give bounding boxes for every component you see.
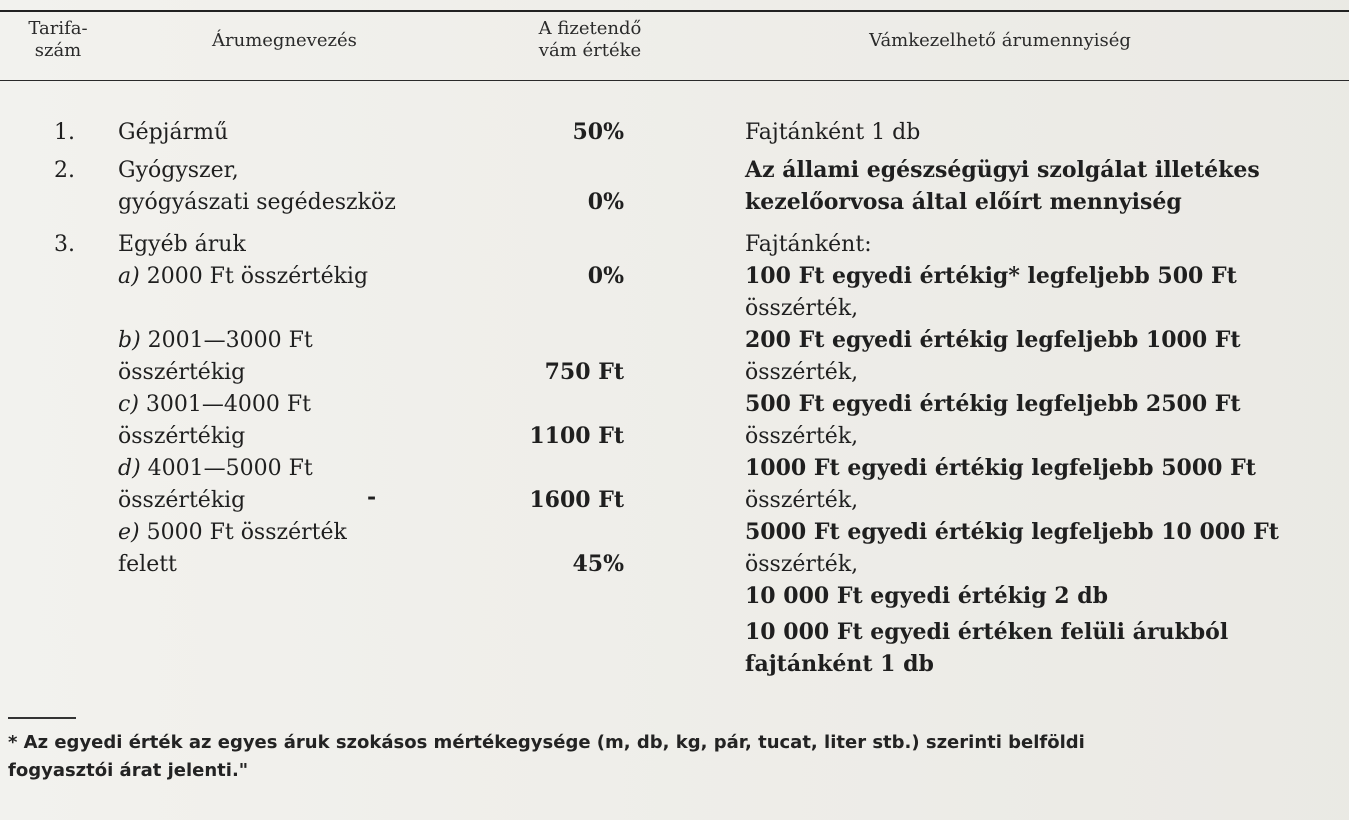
extra-quantity-line-1: 10 000 Ft egyedi értékig 2 db	[745, 583, 1108, 609]
subrow-value: 0%	[587, 263, 624, 289]
row-number: 1.	[54, 120, 75, 145]
footnote-rule	[8, 717, 76, 719]
footnote-line-2: fogyasztói árat jelenti."	[8, 760, 249, 781]
row-name: Gépjármű	[118, 120, 229, 145]
row-quantity: Fajtánként 1 db	[745, 120, 921, 145]
subrow-name-line-2: összértékig	[118, 424, 246, 449]
subrow-letter: e)	[118, 520, 140, 545]
subrow-quantity-line-2: összérték,	[745, 296, 859, 321]
subrow-name-line-1	[118, 260, 508, 293]
subrow-letter: c)	[118, 392, 139, 417]
row-quantity-line-1: Az állami egészségügyi szolgálat illetékes	[745, 157, 1260, 183]
header-vam-erteke-line-1: A fizetendő	[538, 18, 642, 39]
row-quantity-line-2: kezelőorvosa által előírt mennyiség	[745, 189, 1182, 215]
subrow-letter: b)	[118, 328, 141, 353]
subrow-quantity-line-1: 1000 Ft egyedi értékig legfeljebb 5000 Ft	[745, 455, 1256, 481]
subrow-quantity-line-2: összérték,	[745, 488, 859, 513]
subrow-name-line-2: összértékig	[118, 488, 246, 513]
top-rule	[0, 10, 1349, 12]
subrow-quantity-line-1: 5000 Ft egyedi értékig legfeljebb 10 000 Ft	[745, 519, 1279, 545]
row-number: 3.	[54, 232, 75, 257]
subrow-name-text: 5000 Ft összérték	[146, 520, 347, 545]
subrow-name-text: 4001—5000 Ft	[147, 456, 313, 481]
subrow-quantity-line-1: 500 Ft egyedi értékig legfeljebb 2500 Ft	[745, 391, 1241, 417]
subrow-quantity-line-2: összérték,	[745, 424, 859, 449]
subrow-quantity-line-1: 100 Ft egyedi értékig* legfeljebb 500 Ft	[745, 263, 1237, 289]
subrow-value: 1100 Ft	[529, 423, 624, 449]
header-tarifaszam-line-1: Tarifa-	[28, 18, 88, 39]
subrow-letter: d)	[118, 456, 141, 481]
subrow-letter: a)	[118, 264, 140, 289]
subrow-quantity-line-2: összérték,	[745, 360, 859, 385]
row-name: Egyéb áruk	[118, 232, 246, 257]
dash-mark: -	[367, 484, 377, 510]
extra-quantity-line-2: 10 000 Ft egyedi értéken felüli árukból	[745, 619, 1229, 645]
subrow-name-line-2: felett	[118, 552, 177, 577]
row-name-line-1: Gyógyszer,	[118, 158, 239, 183]
subrow-value: 1600 Ft	[529, 487, 624, 513]
subrow-name-line-1	[118, 324, 508, 357]
header-arumegnevezes: Árumegnevezés	[212, 30, 357, 51]
subrow-quantity-line-2: összérték,	[745, 552, 859, 577]
header-tarifaszam	[16, 18, 100, 62]
row-value: 0%	[587, 189, 624, 215]
subrow-name-line-2: összértékig	[118, 360, 246, 385]
footnote-line-1: * Az egyedi érték az egyes áruk szokásos mértékegysége (m, db, kg, pár, tucat, liter stb.) szerinti belföldi	[8, 732, 1085, 753]
row-number: 2.	[54, 158, 75, 183]
header-tarifaszam-line-2: szám	[34, 40, 82, 61]
subrow-name-line-1	[118, 452, 508, 485]
subrow-name-text: 2001—3000 Ft	[147, 328, 313, 353]
footnote	[8, 729, 1340, 785]
extra-quantity-line-3: fajtánként 1 db	[745, 651, 934, 677]
subrow-quantity-line-1: 200 Ft egyedi értékig legfeljebb 1000 Ft	[745, 327, 1241, 353]
header-vam-erteke-line-2: vám értéke	[538, 40, 642, 61]
subrow-name-line-1	[118, 388, 508, 421]
subrow-name-text: 2000 Ft összértékig	[146, 264, 369, 289]
header-arumennyiseg: Vámkezelhető árumennyiség	[869, 30, 1131, 51]
subrow-name-line-1	[118, 516, 508, 549]
row-quantity: Fajtánként:	[745, 232, 872, 257]
header-vam-erteke	[510, 18, 670, 62]
subrow-name-text: 3001—4000 Ft	[145, 392, 311, 417]
subrow-value: 45%	[572, 551, 624, 577]
row-name-line-2: gyógyászati segédeszköz	[118, 190, 396, 215]
subrow-value: 750 Ft	[544, 359, 624, 385]
header-rule	[0, 80, 1349, 81]
row-value: 50%	[572, 119, 624, 145]
